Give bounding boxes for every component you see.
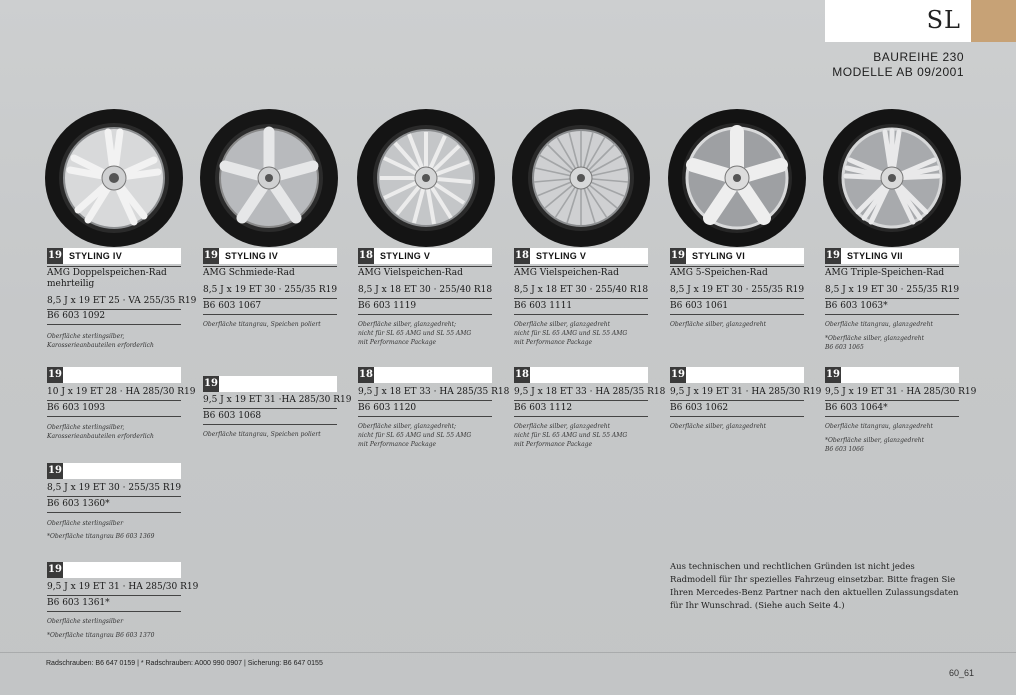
styling-label: STYLING IV [225,251,279,261]
wheel-dimensions: 8,5 J x 18 ET 30 · 255/40 R18 [358,285,493,295]
divider [203,314,337,315]
footer-bolt-info: Radschrauben: B6 647 0159 | * Radschrauben: A000 990 0907 | Sicherung: B6 647 0155 [46,660,323,667]
wheel-note: Oberfläche sterlingsilber [47,520,124,527]
wheel-image-styling-vii-triple-spoke [822,108,962,248]
wheel-name: AMG 5-Speichen-Rad [670,268,768,278]
column-header [514,367,648,383]
rim-size-badge: 19 [47,463,63,479]
wheel-dimensions: 9,5 J x 18 ET 33 · HA 285/35 R18 [358,387,510,397]
page-number: 60_61 [948,668,974,678]
part-number: B6 603 1111 [514,301,573,311]
rim-size-badge: 19 [670,367,686,383]
part-number: B6 603 1112 [514,403,573,413]
wheel-dimensions: 9,5 J x 19 ET 31 · HA 285/30 R19 [670,387,822,397]
column-header [825,248,959,264]
divider [203,298,337,299]
divider [825,298,959,299]
wheel-dimensions: 8,5 J x 19 ET 30 · 255/35 R19 [203,285,338,295]
wheel-dimensions: 9,5 J x 19 ET 31 ·HA 285/30 R19 [203,395,352,405]
wheel-name: AMG Doppelspeichen-Rad mehrteilig [47,268,167,289]
rim-size-badge: 19 [47,562,63,578]
wheel-dimensions: 9,5 J x 19 ET 31 · HA 285/30 R19 [825,387,977,397]
wheel-image-styling-iv-forged [199,108,339,248]
divider [670,298,804,299]
divider [670,266,804,267]
divider [47,416,181,417]
wheel-note: *Oberfläche silber, glanzgedreht [825,437,925,444]
wheel-note: nicht für SL 65 AMG und SL 55 AMG [514,330,628,337]
part-number: B6 603 1093 [47,403,106,413]
part-number: B6 603 1067 [203,301,262,311]
divider [670,416,804,417]
wheel-name: AMG Triple-Speichen-Rad [825,268,945,278]
part-number: B6 603 1361* [47,598,110,608]
wheel-note: *Oberfläche titangrau B6 603 1369 [47,533,155,540]
wheel-note: nicht für SL 65 AMG und SL 55 AMG [514,432,628,439]
wheel-note: Oberfläche silber, glanzgedreht [514,321,611,328]
wheel-dimensions: 8,5 J x 18 ET 30 · 255/40 R18 [514,285,649,295]
wheel-note: Oberfläche titangrau, Speichen poliert [203,431,321,438]
divider [47,496,181,497]
styling-label: STYLING V [536,251,587,261]
wheel-dimensions: 8,5 J x 19 ET 25 · VA 255/35 R19 [47,296,197,306]
styling-label: STYLING IV [69,251,123,261]
divider [203,424,337,425]
wheel-note: B6 603 1066 [825,446,864,453]
rim-size-badge: 19 [203,248,219,264]
wheel-note: *Oberfläche titangrau B6 603 1370 [47,632,155,639]
styling-label: STYLING VI [692,251,746,261]
wheel-note: mit Performance Package [358,339,437,346]
sl-badge-text: SL [926,6,961,34]
divider [358,298,492,299]
wheel-image-styling-iv-double-spoke [44,108,184,248]
divider [514,314,648,315]
divider [825,266,959,267]
divider [670,314,804,315]
wheel-dimensions: 9,5 J x 19 ET 31 · HA 285/30 R19 [47,582,199,592]
wheel-name: AMG Vielspeichen-Rad [514,268,619,278]
wheel-note: Oberfläche sterlingsilber, [47,424,125,431]
column-header [670,367,804,383]
part-number: B6 603 1063* [825,301,888,311]
styling-label: STYLING V [380,251,431,261]
divider [47,595,181,596]
wheel-name: AMG Schmiede-Rad [203,268,295,278]
wheel-dimensions: 9,5 J x 18 ET 33 · HA 285/35 R18 [514,387,666,397]
divider [358,266,492,267]
part-number: B6 603 1092 [47,311,106,321]
divider [514,298,648,299]
divider [47,512,181,513]
part-number: B6 603 1119 [358,301,417,311]
wheel-note: mit Performance Package [514,441,593,448]
wheel-note: Karosserieanbauteilen erforderlich [47,342,154,349]
rim-size-badge: 19 [825,367,841,383]
wheel-note: Oberfläche silber, glanzgedreht [670,423,767,430]
wheel-note: Oberfläche sterlingsilber, [47,333,125,340]
wheel-name: AMG Vielspeichen-Rad [358,268,463,278]
divider [47,400,181,401]
legal-info-text: Aus technischen und rechtlichen Gründen ist nicht jedes Radmodell für Ihr spezielles Fahrzeug einsetzbar. Bitte fragen Sie Ihren Mercedes-Benz Partner nach den aktuellen Zulassungsdaten für Ihr Wunschrad. (Siehe auch Seite 4.) [670,562,959,611]
wheel-note: mit Performance Package [358,441,437,448]
divider [358,416,492,417]
divider [514,400,648,401]
divider [514,266,648,267]
column-header [47,248,181,264]
column-header [47,562,181,578]
wheel-note: Oberfläche titangrau, Speichen poliert [203,321,321,328]
divider [358,400,492,401]
part-number: B6 603 1062 [670,403,729,413]
wheel-note: Karosserieanbauteilen erforderlich [47,433,154,440]
wheel-note: Oberfläche silber, glanzgedreht; [358,321,457,328]
rim-size-badge: 19 [47,248,63,264]
wheel-note: Oberfläche silber, glanzgedreht [514,423,611,430]
divider [47,266,181,267]
column-header [203,376,337,392]
wheel-dimensions: 10 J x 19 ET 28 · HA 285/30 R19 [47,387,196,397]
divider [670,400,804,401]
column-header [47,367,181,383]
wheel-image-styling-v-multi-spoke [356,108,496,248]
wheel-note: mit Performance Package [514,339,593,346]
rim-size-badge: 18 [358,367,374,383]
accent-tab [971,0,1016,42]
column-header [358,248,492,264]
wheel-note: Oberfläche sterlingsilber [47,618,124,625]
rim-size-badge: 19 [670,248,686,264]
part-number: B6 603 1068 [203,411,262,421]
divider [514,416,648,417]
wheel-note: Oberfläche titangrau, glanzgedreht [825,423,933,430]
series-line-2: MODELLE AB 09/2001 [832,65,964,79]
wheel-image-styling-vi-five-spoke [667,108,807,248]
divider [825,400,959,401]
rim-size-badge: 18 [514,367,530,383]
wheel-note: Oberfläche silber, glanzgedreht [670,321,767,328]
wheel-note: Oberfläche titangrau, glanzgedreht [825,321,933,328]
divider [358,314,492,315]
rim-size-badge: 19 [825,248,841,264]
series-line-1: BAUREIHE 230 [873,50,964,64]
rim-size-badge: 18 [514,248,530,264]
column-header [514,248,648,264]
wheel-dimensions: 8,5 J x 19 ET 30 · 255/35 R19 [825,285,960,295]
divider [203,408,337,409]
sl-badge [825,0,971,42]
wheel-image-styling-v-turbine [511,108,651,248]
divider [825,416,959,417]
wheel-note: Oberfläche silber, glanzgedreht; [358,423,457,430]
wheel-note: B6 603 1065 [825,344,864,351]
rim-size-badge: 19 [47,367,63,383]
divider [47,611,181,612]
wheel-dimensions: 8,5 J x 19 ET 30 · 255/35 R19 [670,285,805,295]
wheel-note: *Oberfläche silber, glanzgedreht [825,335,925,342]
series-heading [832,50,964,80]
styling-label: STYLING VII [847,251,903,261]
wheel-note: nicht für SL 65 AMG und SL 55 AMG [358,432,472,439]
part-number: B6 603 1061 [670,301,729,311]
column-header [203,248,337,264]
wheel-dimensions: 8,5 J x 19 ET 30 · 255/35 R19 [47,483,182,493]
rim-size-badge: 18 [358,248,374,264]
wheel-note: nicht für SL 65 AMG und SL 55 AMG [358,330,472,337]
part-number: B6 603 1360* [47,499,110,509]
footer-divider [0,652,1016,653]
divider [203,266,337,267]
part-number: B6 603 1064* [825,403,888,413]
column-header [825,367,959,383]
rim-size-badge: 19 [203,376,219,392]
divider [47,324,181,325]
part-number: B6 603 1120 [358,403,417,413]
column-header [358,367,492,383]
divider [825,314,959,315]
column-header [670,248,804,264]
divider [47,309,181,310]
column-header [47,463,181,479]
